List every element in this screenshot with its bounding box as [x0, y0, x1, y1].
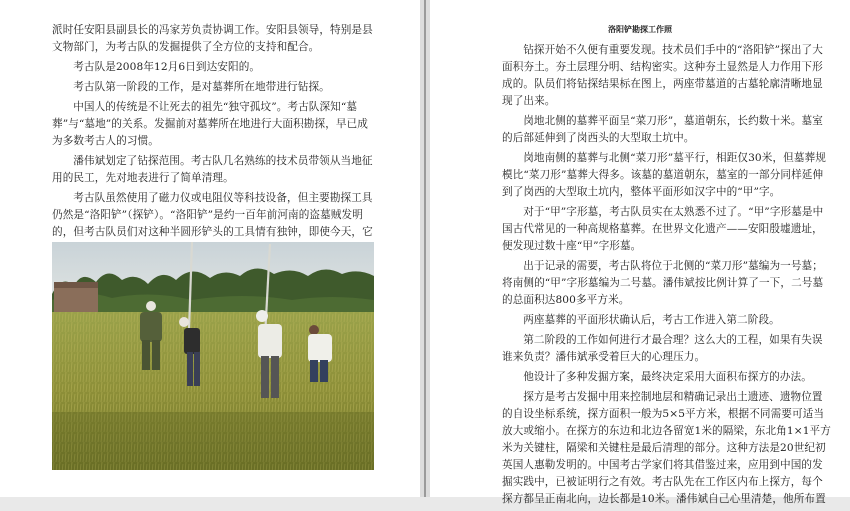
left-page-body	[52, 22, 374, 261]
left-paragraph: 派时任安阳县副县长的冯家芳负责协调工作。安阳县领导，特别是县文物部门，为考古队的发掘提供了全方位的支持和配合。	[52, 24, 373, 53]
field-photo	[52, 242, 374, 470]
left-paragraph: 考古队是2008年12月6日到达安阳的。	[73, 61, 261, 73]
left-paragraph: 考古队虽然使用了磁力仪或电阻仪等科技设备，但主要勘探工具仍然是“洛阳铲”（探铲）。“洛阳铲”是约一百年前河南的盗墓贼发明的，但考古队员们对这种半圆形铲头的工具情有独钟，即使今天，它	[52, 192, 373, 238]
right-paragraph: 对于“甲”字形墓，考古队员实在太熟悉不过了。“甲”字形墓是中国古代常见的一种高规格墓葬。在世界文化遗产——安阳殷墟遗址，便发现过数十座“甲”字形墓。	[502, 206, 824, 252]
left-paragraph: 潘伟斌划定了钻探范围。考古队几名熟练的技术员带领从当地征用的民工，先对地表进行了简单清理。	[52, 155, 373, 184]
right-page-body	[502, 42, 832, 511]
right-paragraph: 他设计了多种发掘方案，最终决定采用大面积布探方的办法。	[523, 371, 812, 383]
left-paragraph: 考古队第一阶段的工作，是对墓葬所在地带进行钻探。	[73, 81, 330, 93]
left-page	[0, 0, 420, 497]
right-paragraph: 探方是考古发掘中用来控制地层和精确记录出土遗迹、遗物位置的自设坐标系统，探方面积一般为5×5平方米，根据不同需要可适当放大或缩小。在探方的东边和北边各留宽1米的隔梁，东北角1×1平方米为关键柱，隔梁和关键柱是最后清理的部分。这种方法是20世纪初英国人惠勒发明的。中国考古学家们将其借鉴过来，应用到中国的发掘实践中，已被证明行之有效。考古队先在工作区内布上探方，每个探方都呈正南北向，边长都是10米。潘伟斌自己心里清楚，他所布置	[502, 391, 831, 505]
field-photo-illustration	[52, 242, 374, 470]
right-page	[430, 0, 850, 505]
running-head: 洛阳铲勘探工作照	[608, 25, 672, 34]
left-paragraph: 中国人的传统是不让死去的祖先“独守孤坟”。考古队深知“墓葬”与“墓地”的关系。发掘前对墓葬所在地进行大面积勘探，早已成为多数考古人的习惯。	[52, 101, 368, 147]
page-gutter	[420, 0, 430, 497]
right-paragraph: 钻探开始不久便有重要发现。技术员们手中的“洛阳铲”探出了大面积夯土。夯土层理分明、结构密实。这种夯土显然是人力作用下形成的。队员们将钻探结果标在图上，两座带墓道的古墓轮廓清晰地显现了出来。	[502, 44, 823, 107]
right-paragraph: 岗地北侧的墓葬平面呈“菜刀形”，墓道朝东，长约数十米。墓室的后部延伸到了岗西头的大型取土坑中。	[502, 115, 823, 144]
right-paragraph: 出于记录的需要，考古队将位于北侧的“菜刀形”墓编为一号墓；将南侧的“甲”字形墓编为二号墓。潘伟斌按比例计算了一下，二号墓的总面积达800多平方米。	[502, 260, 824, 306]
right-paragraph: 岗地南侧的墓葬与北侧“菜刀形”墓平行，相距仅30米，但墓葬规模比“菜刀形”墓葬大得多。该墓的墓道朝东，墓室的一部分同样延伸到了岗西的大型取土坑内，整体平面形如汉字中的“甲”字。	[502, 152, 826, 198]
right-paragraph: 两座墓葬的平面形状确认后，考古工作进入第二阶段。	[523, 314, 780, 326]
right-paragraph: 第二阶段的工作如何进行才最合理？这么大的工程，如果有失误谁来负责？潘伟斌承受着巨大的心理压力。	[502, 334, 823, 363]
